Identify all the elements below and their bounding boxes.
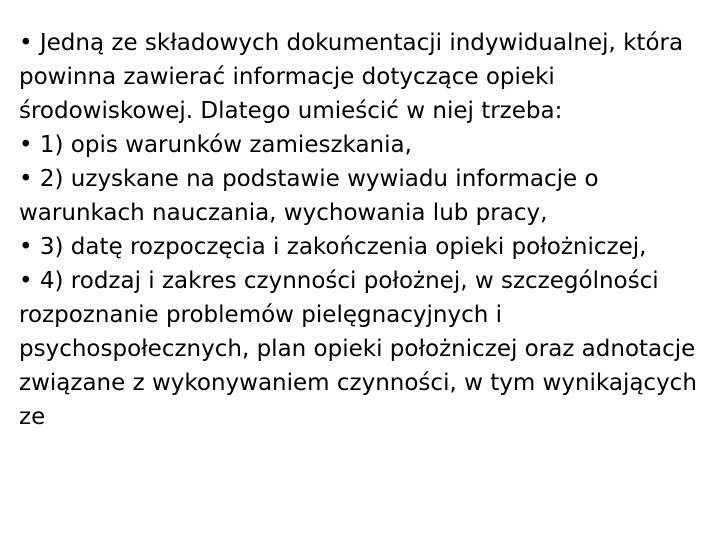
paragraph-item-1: • 1) opis warunków zamieszkania, bbox=[19, 132, 412, 158]
paragraph-item-2: • 2) uzyskane na podstawie wywiadu informacje o warunkach nauczania, wychowania lub pracy, bbox=[19, 166, 599, 226]
paragraph-intro: • Jedną ze składowych dokumentacji indywidualnej, która powinna zawierać informacje dotyczące opieki środowiskowej. Dlatego umieścić w niej trzeba: bbox=[19, 30, 684, 124]
paragraph-item-4: • 4) rodzaj i zakres czynności położnej, w szczególności rozpoznanie problemów pielęgnacyjnych i psychospołecznych, plan opieki położniczej oraz adnotacje związane z wykonywaniem czynności, w tym wynikających ze bbox=[19, 268, 697, 430]
slide-text-body bbox=[19, 26, 709, 434]
paragraph-item-3: • 3) datę rozpoczęcia i zakończenia opieki położniczej, bbox=[19, 234, 647, 260]
